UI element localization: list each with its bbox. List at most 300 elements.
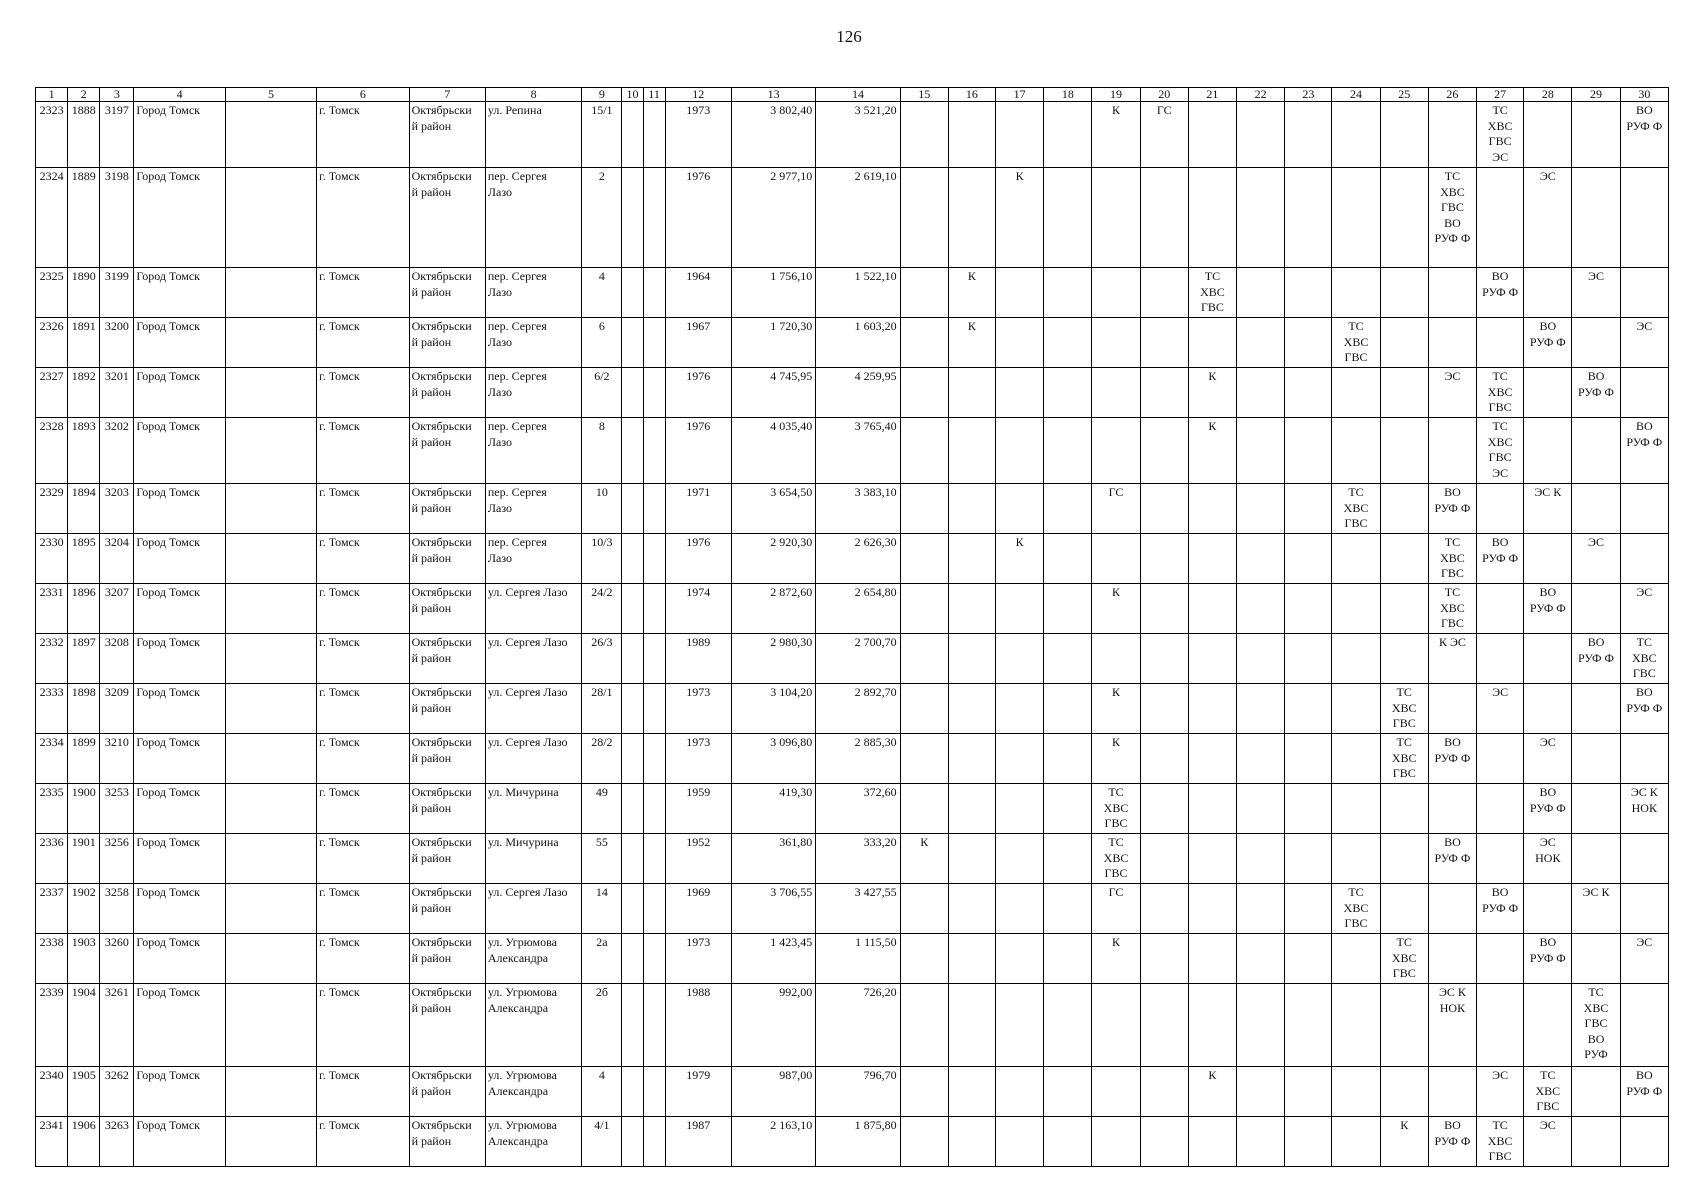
table-cell-col-4: Город Томск	[134, 934, 225, 984]
table-cell-col-14: 333,20	[816, 834, 900, 884]
table-cell-col-4: Город Томск	[134, 984, 225, 1067]
table-row	[36, 1067, 1669, 1117]
table-cell-col-16	[948, 102, 995, 168]
table-cell-col-22	[1237, 1067, 1285, 1117]
table-cell-col-22	[1237, 634, 1285, 684]
table-cell-col-1: 2339	[36, 984, 68, 1067]
table-cell-col-14: 3 383,10	[816, 484, 900, 534]
table-cell-col-20	[1140, 684, 1188, 734]
table-cell-col-20	[1140, 634, 1188, 684]
table-cell-col-19	[1092, 168, 1140, 268]
table-cell-col-10	[622, 784, 643, 834]
table-cell-col-1: 2326	[36, 318, 68, 368]
table-cell-col-3: 3207	[100, 584, 134, 634]
table-cell-col-3: 3200	[100, 318, 134, 368]
table-cell-col-18	[1044, 934, 1092, 984]
table-cell-col-23	[1285, 368, 1332, 418]
table-cell-col-15	[900, 684, 948, 734]
table-cell-col-22	[1237, 168, 1285, 268]
table-cell-col-18	[1044, 268, 1092, 318]
table-cell-col-23	[1285, 418, 1332, 484]
table-cell-col-7: Октябрьски й район	[409, 268, 485, 318]
table-cell-col-20	[1140, 418, 1188, 484]
table-cell-col-21	[1188, 884, 1236, 934]
table-cell-col-4: Город Томск	[134, 102, 225, 168]
table-cell-col-15	[900, 484, 948, 534]
table-cell-col-28: ВО РУФ Ф	[1524, 784, 1572, 834]
column-header-17: 17	[996, 88, 1044, 102]
table-row	[36, 418, 1669, 484]
table-cell-col-12: 1988	[665, 984, 731, 1067]
table-cell-col-24: ТС ХВС ГВС	[1332, 484, 1380, 534]
table-cell-col-29	[1572, 318, 1620, 368]
table-row	[36, 368, 1669, 418]
table-cell-col-12: 1976	[665, 534, 731, 584]
table-cell-col-5	[225, 168, 316, 268]
table-cell-col-21: К	[1188, 368, 1236, 418]
table-cell-col-9: 14	[582, 884, 622, 934]
table-cell-col-16	[948, 934, 995, 984]
table-cell-col-26	[1428, 268, 1476, 318]
table-cell-col-16	[948, 984, 995, 1067]
column-header-12: 12	[665, 88, 731, 102]
table-cell-col-10	[622, 418, 643, 484]
table-cell-col-29	[1572, 834, 1620, 884]
table-cell-col-2: 1891	[68, 318, 100, 368]
table-body	[36, 102, 1669, 1167]
table-cell-col-12: 1976	[665, 368, 731, 418]
table-cell-col-29	[1572, 1067, 1620, 1117]
table-cell-col-7: Октябрьски й район	[409, 418, 485, 484]
table-cell-col-29	[1572, 1117, 1620, 1167]
table-cell-col-26: ЭС	[1428, 368, 1476, 418]
table-cell-col-3: 3256	[100, 834, 134, 884]
column-header-21: 21	[1188, 88, 1236, 102]
table-cell-col-23	[1285, 884, 1332, 934]
table-cell-col-25	[1380, 884, 1428, 934]
table-cell-col-4: Город Томск	[134, 684, 225, 734]
table-cell-col-26: ВО РУФ Ф	[1428, 1117, 1476, 1167]
table-cell-col-2: 1906	[68, 1117, 100, 1167]
table-cell-col-5	[225, 268, 316, 318]
table-cell-col-2: 1888	[68, 102, 100, 168]
table-cell-col-1: 2338	[36, 934, 68, 984]
table-cell-col-18	[1044, 584, 1092, 634]
table-cell-col-12: 1952	[665, 834, 731, 884]
table-cell-col-3: 3210	[100, 734, 134, 784]
table-cell-col-30	[1620, 268, 1668, 318]
table-cell-col-20	[1140, 484, 1188, 534]
column-header-25: 25	[1380, 88, 1428, 102]
table-cell-col-30	[1620, 484, 1668, 534]
table-cell-col-14: 3 427,55	[816, 884, 900, 934]
table-cell-col-9: 6	[582, 318, 622, 368]
table-cell-col-24	[1332, 268, 1380, 318]
table-cell-col-12: 1973	[665, 684, 731, 734]
table-cell-col-3: 3253	[100, 784, 134, 834]
table-cell-col-11	[643, 168, 665, 268]
table-cell-col-11	[643, 102, 665, 168]
table-cell-col-28: ЭС	[1524, 734, 1572, 784]
table-cell-col-26	[1428, 1067, 1476, 1117]
table-cell-col-14: 2 626,30	[816, 534, 900, 584]
column-header-3: 3	[100, 88, 134, 102]
table-cell-col-18	[1044, 684, 1092, 734]
table-cell-col-26	[1428, 934, 1476, 984]
table-cell-col-29	[1572, 584, 1620, 634]
table-cell-col-4: Город Томск	[134, 1117, 225, 1167]
table-cell-col-3: 3199	[100, 268, 134, 318]
table-cell-col-23	[1285, 734, 1332, 784]
table-cell-col-27	[1477, 634, 1524, 684]
table-cell-col-10	[622, 368, 643, 418]
table-cell-col-13: 419,30	[731, 784, 815, 834]
table-cell-col-8: пер. Сергея Лазо	[485, 418, 581, 484]
table-cell-col-10	[622, 534, 643, 584]
table-cell-col-28: ЭС	[1524, 168, 1572, 268]
table-cell-col-18	[1044, 1117, 1092, 1167]
table-cell-col-23	[1285, 934, 1332, 984]
table-cell-col-28	[1524, 984, 1572, 1067]
table-cell-col-3: 3262	[100, 1067, 134, 1117]
table-cell-col-19	[1092, 418, 1140, 484]
table-cell-col-10	[622, 934, 643, 984]
table-cell-col-19	[1092, 534, 1140, 584]
table-cell-col-23	[1285, 1067, 1332, 1117]
table-cell-col-15	[900, 734, 948, 784]
column-header-5: 5	[225, 88, 316, 102]
table-cell-col-23	[1285, 1117, 1332, 1167]
table-cell-col-5	[225, 834, 316, 884]
table-cell-col-29	[1572, 684, 1620, 734]
table-cell-col-28	[1524, 534, 1572, 584]
table-cell-col-21	[1188, 834, 1236, 884]
table-cell-col-2: 1900	[68, 784, 100, 834]
table-row	[36, 934, 1669, 984]
table-cell-col-11	[643, 1117, 665, 1167]
table-cell-col-20	[1140, 318, 1188, 368]
table-cell-col-14: 4 259,95	[816, 368, 900, 418]
table-cell-col-7: Октябрьски й район	[409, 484, 485, 534]
table-cell-col-20	[1140, 934, 1188, 984]
table-row	[36, 684, 1669, 734]
table-cell-col-13: 1 720,30	[731, 318, 815, 368]
table-cell-col-11	[643, 784, 665, 834]
table-cell-col-26: К ЭС	[1428, 634, 1476, 684]
table-cell-col-16	[948, 1067, 995, 1117]
table-cell-col-20	[1140, 368, 1188, 418]
table-cell-col-20	[1140, 268, 1188, 318]
table-cell-col-18	[1044, 102, 1092, 168]
table-cell-col-1: 2332	[36, 634, 68, 684]
table-cell-col-21: К	[1188, 418, 1236, 484]
table-cell-col-14: 372,60	[816, 784, 900, 834]
table-cell-col-16	[948, 484, 995, 534]
column-header-7: 7	[409, 88, 485, 102]
table-cell-col-9: 2а	[582, 934, 622, 984]
table-cell-col-11	[643, 534, 665, 584]
table-cell-col-27: ТС ХВС ГВС	[1477, 1117, 1524, 1167]
table-cell-col-20	[1140, 1117, 1188, 1167]
table-cell-col-24	[1332, 934, 1380, 984]
table-cell-col-10	[622, 268, 643, 318]
table-cell-col-6: г. Томск	[317, 734, 409, 784]
table-cell-col-14: 1 875,80	[816, 1117, 900, 1167]
table-cell-col-24	[1332, 584, 1380, 634]
table-cell-col-21	[1188, 934, 1236, 984]
table-cell-col-15	[900, 934, 948, 984]
table-cell-col-4: Город Томск	[134, 318, 225, 368]
table-cell-col-25	[1380, 102, 1428, 168]
table-cell-col-28	[1524, 418, 1572, 484]
table-cell-col-7: Октябрьски й район	[409, 634, 485, 684]
table-cell-col-9: 26/3	[582, 634, 622, 684]
table-cell-col-24	[1332, 784, 1380, 834]
table-cell-col-24	[1332, 368, 1380, 418]
table-cell-col-16	[948, 734, 995, 784]
table-cell-col-17	[996, 318, 1044, 368]
table-cell-col-25	[1380, 484, 1428, 534]
table-cell-col-29: ТС ХВС ГВС ВО РУФ	[1572, 984, 1620, 1067]
table-cell-col-7: Октябрьски й район	[409, 834, 485, 884]
table-cell-col-21	[1188, 1117, 1236, 1167]
table-row	[36, 734, 1669, 784]
table-cell-col-15	[900, 584, 948, 634]
table-cell-col-14: 2 892,70	[816, 684, 900, 734]
table-cell-col-21	[1188, 584, 1236, 634]
table-cell-col-19	[1092, 1117, 1140, 1167]
table-cell-col-20	[1140, 984, 1188, 1067]
table-cell-col-27: ВО РУФ Ф	[1477, 884, 1524, 934]
table-cell-col-19	[1092, 268, 1140, 318]
table-cell-col-2: 1889	[68, 168, 100, 268]
table-cell-col-18	[1044, 318, 1092, 368]
table-row	[36, 784, 1669, 834]
table-cell-col-8: ул. Угрюмова Александра	[485, 1117, 581, 1167]
table-cell-col-19: ТС ХВС ГВС	[1092, 834, 1140, 884]
table-cell-col-2: 1894	[68, 484, 100, 534]
table-cell-col-9: 6/2	[582, 368, 622, 418]
table-cell-col-27: ЭС	[1477, 1067, 1524, 1117]
table-cell-col-19	[1092, 318, 1140, 368]
table-cell-col-23	[1285, 684, 1332, 734]
table-cell-col-12: 1979	[665, 1067, 731, 1117]
table-cell-col-23	[1285, 984, 1332, 1067]
table-cell-col-15	[900, 102, 948, 168]
table-cell-col-17	[996, 1067, 1044, 1117]
table-cell-col-5	[225, 934, 316, 984]
table-cell-col-17	[996, 934, 1044, 984]
table-cell-col-19: К	[1092, 934, 1140, 984]
table-cell-col-13: 2 163,10	[731, 1117, 815, 1167]
table-cell-col-23	[1285, 318, 1332, 368]
table-cell-col-22	[1237, 734, 1285, 784]
table-cell-col-1: 2331	[36, 584, 68, 634]
table-cell-col-8: пер. Сергея Лазо	[485, 268, 581, 318]
table-cell-col-24	[1332, 634, 1380, 684]
column-header-13: 13	[731, 88, 815, 102]
table-cell-col-10	[622, 884, 643, 934]
housing-register-table	[35, 87, 1669, 1167]
table-cell-col-15: К	[900, 834, 948, 884]
column-header-22: 22	[1237, 88, 1285, 102]
table-cell-col-30: ЭС	[1620, 584, 1668, 634]
table-cell-col-2: 1898	[68, 684, 100, 734]
table-cell-col-24	[1332, 834, 1380, 884]
table-cell-col-8: ул. Мичурина	[485, 784, 581, 834]
table-cell-col-30: ЭС К НОК	[1620, 784, 1668, 834]
table-cell-col-26: ВО РУФ Ф	[1428, 734, 1476, 784]
table-cell-col-20: ГС	[1140, 102, 1188, 168]
table-cell-col-9: 49	[582, 784, 622, 834]
table-cell-col-15	[900, 368, 948, 418]
table-cell-col-27	[1477, 318, 1524, 368]
table-cell-col-13: 2 920,30	[731, 534, 815, 584]
table-cell-col-23	[1285, 584, 1332, 634]
table-cell-col-3: 3201	[100, 368, 134, 418]
table-cell-col-9: 10	[582, 484, 622, 534]
table-cell-col-6: г. Томск	[317, 102, 409, 168]
table-cell-col-1: 2324	[36, 168, 68, 268]
table-cell-col-6: г. Томск	[317, 634, 409, 684]
table-cell-col-28: ВО РУФ Ф	[1524, 934, 1572, 984]
table-cell-col-20	[1140, 784, 1188, 834]
table-row	[36, 102, 1669, 168]
table-cell-col-11	[643, 684, 665, 734]
table-cell-col-25	[1380, 634, 1428, 684]
table-cell-col-22	[1237, 102, 1285, 168]
table-cell-col-30	[1620, 534, 1668, 584]
table-cell-col-11	[643, 884, 665, 934]
column-header-24: 24	[1332, 88, 1380, 102]
table-cell-col-25	[1380, 418, 1428, 484]
table-cell-col-1: 2335	[36, 784, 68, 834]
table-cell-col-12: 1971	[665, 484, 731, 534]
table-cell-col-16	[948, 418, 995, 484]
table-cell-col-30: ВО РУФ Ф	[1620, 418, 1668, 484]
table-cell-col-20	[1140, 584, 1188, 634]
table-cell-col-6: г. Томск	[317, 1067, 409, 1117]
table-cell-col-26: ВО РУФ Ф	[1428, 834, 1476, 884]
table-cell-col-21: К	[1188, 1067, 1236, 1117]
table-cell-col-11	[643, 368, 665, 418]
table-cell-col-7: Октябрьски й район	[409, 584, 485, 634]
table-cell-col-22	[1237, 534, 1285, 584]
table-cell-col-3: 3197	[100, 102, 134, 168]
table-cell-col-7: Октябрьски й район	[409, 984, 485, 1067]
table-cell-col-30: ТС ХВС ГВС	[1620, 634, 1668, 684]
table-cell-col-21	[1188, 318, 1236, 368]
table-cell-col-12: 1976	[665, 168, 731, 268]
table-cell-col-25	[1380, 534, 1428, 584]
table-cell-col-8: ул. Сергея Лазо	[485, 634, 581, 684]
table-cell-col-25	[1380, 318, 1428, 368]
table-cell-col-29: ВО РУФ Ф	[1572, 368, 1620, 418]
column-header-19: 19	[1092, 88, 1140, 102]
table-cell-col-10	[622, 484, 643, 534]
table-cell-col-27	[1477, 834, 1524, 884]
table-cell-col-25	[1380, 368, 1428, 418]
table-cell-col-23	[1285, 534, 1332, 584]
table-cell-col-3: 3203	[100, 484, 134, 534]
table-cell-col-11	[643, 268, 665, 318]
table-cell-col-26	[1428, 418, 1476, 484]
table-cell-col-8: пер. Сергея Лазо	[485, 534, 581, 584]
table-cell-col-15	[900, 634, 948, 684]
table-cell-col-22	[1237, 934, 1285, 984]
table-cell-col-11	[643, 484, 665, 534]
table-cell-col-6: г. Томск	[317, 834, 409, 884]
table-cell-col-5	[225, 1067, 316, 1117]
table-cell-col-29	[1572, 934, 1620, 984]
column-header-1: 1	[36, 88, 68, 102]
table-cell-col-26: ТС ХВС ГВС ВО РУФ Ф	[1428, 168, 1476, 268]
table-cell-col-7: Октябрьски й район	[409, 102, 485, 168]
table-cell-col-4: Город Томск	[134, 484, 225, 534]
table-cell-col-24	[1332, 168, 1380, 268]
table-cell-col-18	[1044, 784, 1092, 834]
table-cell-col-8: пер. Сергея Лазо	[485, 168, 581, 268]
table-cell-col-17	[996, 834, 1044, 884]
table-cell-col-15	[900, 318, 948, 368]
table-cell-col-6: г. Томск	[317, 368, 409, 418]
table-cell-col-25: ТС ХВС ГВС	[1380, 684, 1428, 734]
table-cell-col-21	[1188, 168, 1236, 268]
table-cell-col-14: 2 885,30	[816, 734, 900, 784]
table-cell-col-12: 1987	[665, 1117, 731, 1167]
table-cell-col-23	[1285, 168, 1332, 268]
table-cell-col-1: 2325	[36, 268, 68, 318]
table-cell-col-22	[1237, 1117, 1285, 1167]
table-cell-col-6: г. Томск	[317, 318, 409, 368]
table-row	[36, 984, 1669, 1067]
table-cell-col-5	[225, 102, 316, 168]
table-cell-col-24	[1332, 1117, 1380, 1167]
table-cell-col-6: г. Томск	[317, 884, 409, 934]
table-cell-col-16	[948, 834, 995, 884]
table-cell-col-6: г. Томск	[317, 1117, 409, 1167]
table-cell-col-18	[1044, 1067, 1092, 1117]
table-cell-col-25	[1380, 784, 1428, 834]
table-cell-col-12: 1974	[665, 584, 731, 634]
table-cell-col-15	[900, 884, 948, 934]
page-number: 126	[836, 27, 862, 46]
table-cell-col-22	[1237, 418, 1285, 484]
table-cell-col-8: ул. Сергея Лазо	[485, 884, 581, 934]
table-cell-col-4: Город Томск	[134, 168, 225, 268]
table-cell-col-28	[1524, 102, 1572, 168]
table-cell-col-30	[1620, 368, 1668, 418]
table-cell-col-13: 2 980,30	[731, 634, 815, 684]
table-cell-col-20	[1140, 884, 1188, 934]
table-cell-col-5	[225, 418, 316, 484]
table-cell-col-25: ТС ХВС ГВС	[1380, 734, 1428, 784]
table-row	[36, 884, 1669, 934]
table-cell-col-5	[225, 784, 316, 834]
column-header-8: 8	[485, 88, 581, 102]
table-cell-col-15	[900, 418, 948, 484]
table-row	[36, 634, 1669, 684]
table-cell-col-14: 3 765,40	[816, 418, 900, 484]
table-cell-col-4: Город Томск	[134, 1067, 225, 1117]
table-cell-col-15	[900, 1067, 948, 1117]
table-cell-col-6: г. Томск	[317, 784, 409, 834]
table-cell-col-4: Город Томск	[134, 584, 225, 634]
table-cell-col-17	[996, 584, 1044, 634]
table-cell-col-1: 2328	[36, 418, 68, 484]
table-cell-col-12: 1969	[665, 884, 731, 934]
table-cell-col-2: 1897	[68, 634, 100, 684]
